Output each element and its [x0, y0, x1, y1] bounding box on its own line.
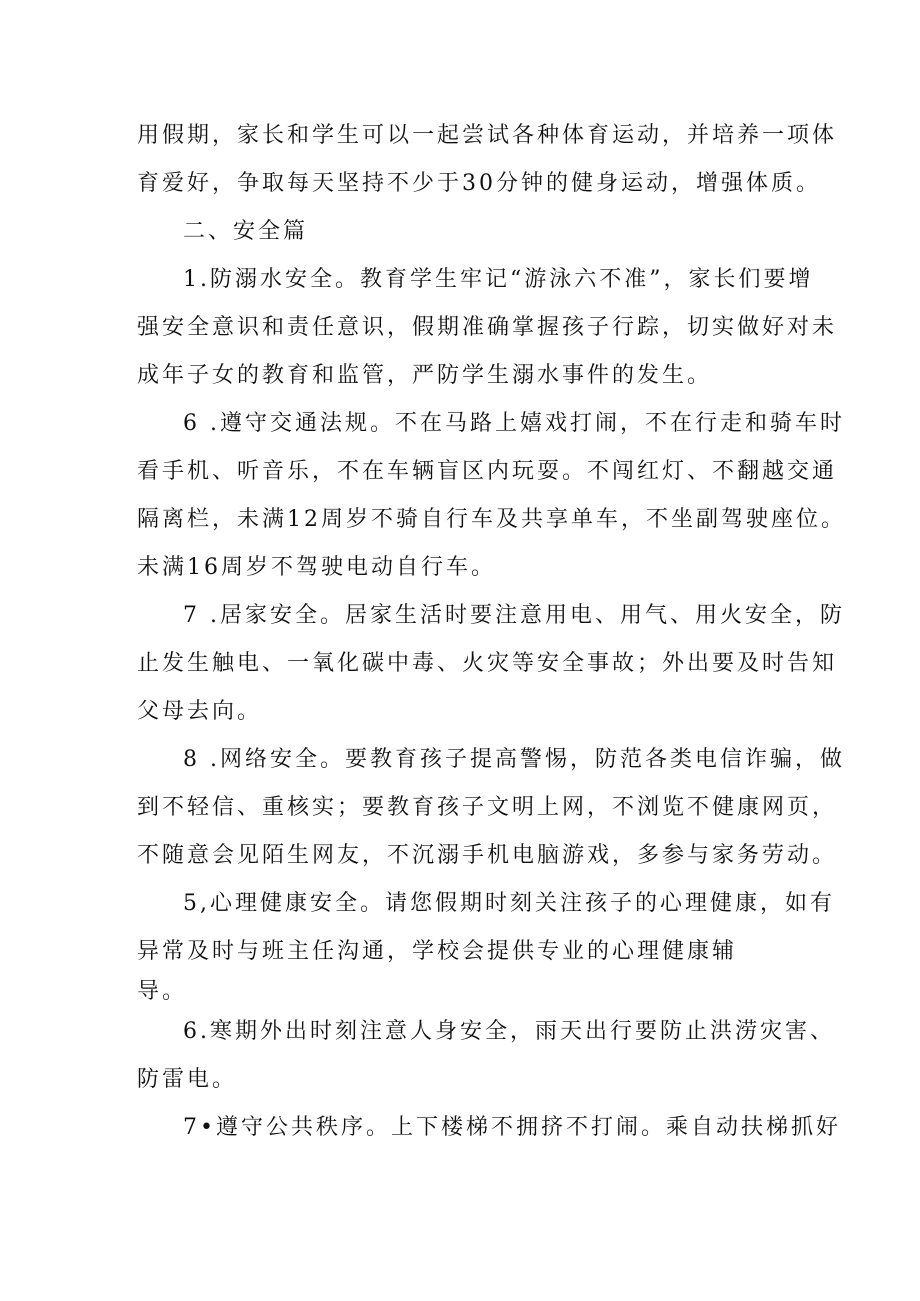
- text-line: 防雷电。: [137, 1067, 238, 1092]
- text-line: 父母去向。: [137, 699, 263, 724]
- text-line: 止发生触电、一氧化碳中毒、火灾等安全事故；外出要及时告知: [137, 651, 838, 676]
- text-line: 7 .居家安全。居家生活时要注意用电、用气、用火安全，防: [183, 603, 845, 628]
- text-line: 隔离栏，未满12周岁不骑自行车及共享单车，不坐副驾驶座位。: [137, 507, 846, 532]
- text-line: 1.防溺水安全。教育学生牢记“游泳六不准”，家长们要增: [183, 267, 814, 292]
- text-line: 6 .遵守交通法规。不在马路上嬉戏打闹，不在行走和骑车时: [183, 411, 845, 436]
- document-body: [137, 112, 846, 1152]
- text-line: 6.寒期外出时刻注意人身安全，雨天出行要防止洪涝灾害、: [183, 1019, 835, 1044]
- text-line: 导。: [137, 979, 188, 1004]
- text-line: 异常及时与班主任沟通，学校会提供专业的心理健康辅: [137, 939, 738, 964]
- text-line: 不随意会见陌生网友，不沉溺手机电脑游戏，多参与家务劳动。: [137, 843, 838, 868]
- text-line: 到不轻信、重核实；要教育孩子文明上网，不浏览不健康网页，: [137, 795, 838, 820]
- text-line: 二、安全篇: [183, 219, 309, 244]
- text-line: 未满16周岁不驾驶电动自行车。: [137, 555, 496, 580]
- text-line: 7•遵守公共秩序。上下楼梯不拥挤不打闹。乘自动扶梯抓好: [183, 1115, 841, 1140]
- text-line: 成年子女的教育和监管，严防学生溺水事件的发生。: [137, 363, 713, 388]
- text-line: 8 .网络安全。要教育孩子提高警惕，防范各类电信诈骗，做: [183, 747, 845, 772]
- text-line: 育爱好，争取每天坚持不少于30分钟的健身运动，增强体质。: [137, 171, 821, 196]
- text-line: 强安全意识和责任意识，假期准确掌握孩子行踪，切实做好对未: [137, 315, 838, 340]
- text-line: 看手机、听音乐，不在车辆盲区内玩耍。不闯红灯、不翻越交通: [137, 459, 838, 484]
- text-line: 5,心理健康安全。请您假期时刻关注孩子的心理健康，如有: [183, 891, 835, 916]
- text-line: 用假期，家长和学生可以一起尝试各种体育运动，并培养一项体: [137, 123, 838, 148]
